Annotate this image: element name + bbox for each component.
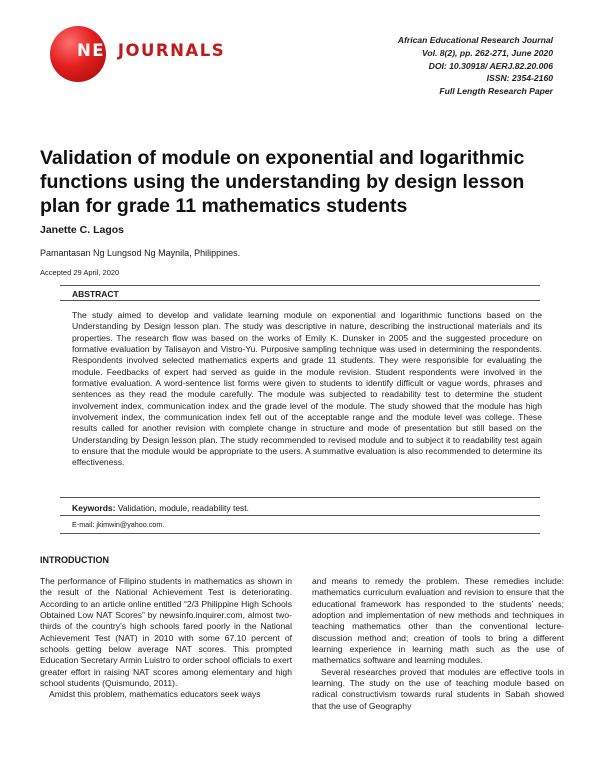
abstract-top-rule [60,285,540,286]
keywords-label: Keywords: [72,503,116,513]
author-name: Janette C. Lagos [40,224,125,236]
abstract-heading: ABSTRACT [72,289,119,299]
intro-paragraph: The performance of Filipino students in mathematics as shown in the result of the National Achievement Test is deteriorating. According to an article online entitled “2/3 Philippine High Schools Obtained Low NAT Scores” by newsinfo.inquirer.com, almost two-thirds of the country’s high schools fared poorly in the National Achievement Test (NAT) in 2010 with some 67.10 percent of schools getting below average NAT scores. This prompted Education Secretary Armin Luistro to order school officials to exert greater effort in raising NAT scores among elementary and high school students (Quismundo, 2011). [40,576,292,689]
abstract-heading-rule [60,300,540,301]
journal-logo [50,26,226,82]
intro-right-column [312,576,564,712]
keywords-top-rule [60,497,540,498]
intro-paragraph: and means to remedy the problem. These remedies include: mathematics curriculum evaluation and revision to ensure that the educational framework has responded to the students’ needs; adoption and implementation of new methods and techniques in teaching mathematics other than the conventional lecture-discussion method and; creation of tools to bring a different learning experience in learning math such as the use of mathematics software and learning modules. [312,576,564,666]
keywords-text: Validation, module, readability test. [115,503,250,513]
intro-paragraph: Amidst this problem, mathematics educators seek ways [49,689,261,700]
author-affiliation: Pamantasan Ng Lungsod Ng Maynila, Philippines. [40,248,241,258]
author-email: E-mail: jkimwin@yahoo.com. [72,520,165,529]
logo-wordmark: NETJOURNALS [77,41,226,60]
intro-left-column [40,576,292,701]
paper-title: Validation of module on exponential and logarithmic functions using the understanding by design lesson plan for grade 11 mathematics students [40,147,525,217]
journal-name: African Educational Research Journal [397,35,553,45]
journal-doi: DOI: 10.30918/ AERJ.82.20.006 [428,60,553,71]
paper-type: Full Length Research Paper [439,86,553,97]
accepted-date: Accepted 29 April, 2020 [40,268,120,277]
journal-volume: Vol. 8(2), pp. 262-271, June 2020 [421,47,553,58]
intro-paragraph: Several researches proved that modules are effective tools in learning. The study on the use of teaching module based on radical constructivism towards rural students in Sabah showed that the use of Geography [312,666,564,711]
email-top-rule [60,515,540,516]
introduction-heading: INTRODUCTION [40,555,109,565]
abstract-body: The study aimed to develop and validate learning module on exponential and logarithmic functions based on the Understanding by Design lesson plan. The study was descriptive in nature, describing the instructional materials and its properties. The research flow was based on the works of Emily K. Dunsker in 2005 and the suggested procedure on formative evaluation by Talisayon and Vistro-Yu. Purposive sampling technique was used in determining the respondents. Respondents involved selected mathematics experts and grade 11 students. They were responsible for evaluating the module. Feedbacks of expert had served as guide in the module revision. Student respondents were involved in the formative evaluation. A word-sentence list forms were given to students to identify difficult or vague words, phrases and sentences as they read the module carefully. The module was subjected to readability test to determine the student involvement index, communication index and the grade level of the module. The study showed that the module has high involvement index, the communication index fell out of the acceptable range and the module level was college. These results called for another revision with complete change in structure and mode of presentation but still based on the Understanding by Design lesson plan. The study recommended to revised module and to subject it to readability test again to ensure that the module would be appropriate to the users. A summative evaluation is also recommended to determine its effectiveness. [72,310,542,468]
journal-info [398,34,553,98]
abstract-bottom-rule [60,533,540,534]
keywords [72,503,249,513]
journal-issn: ISSN: 2354-2160 [486,73,553,84]
